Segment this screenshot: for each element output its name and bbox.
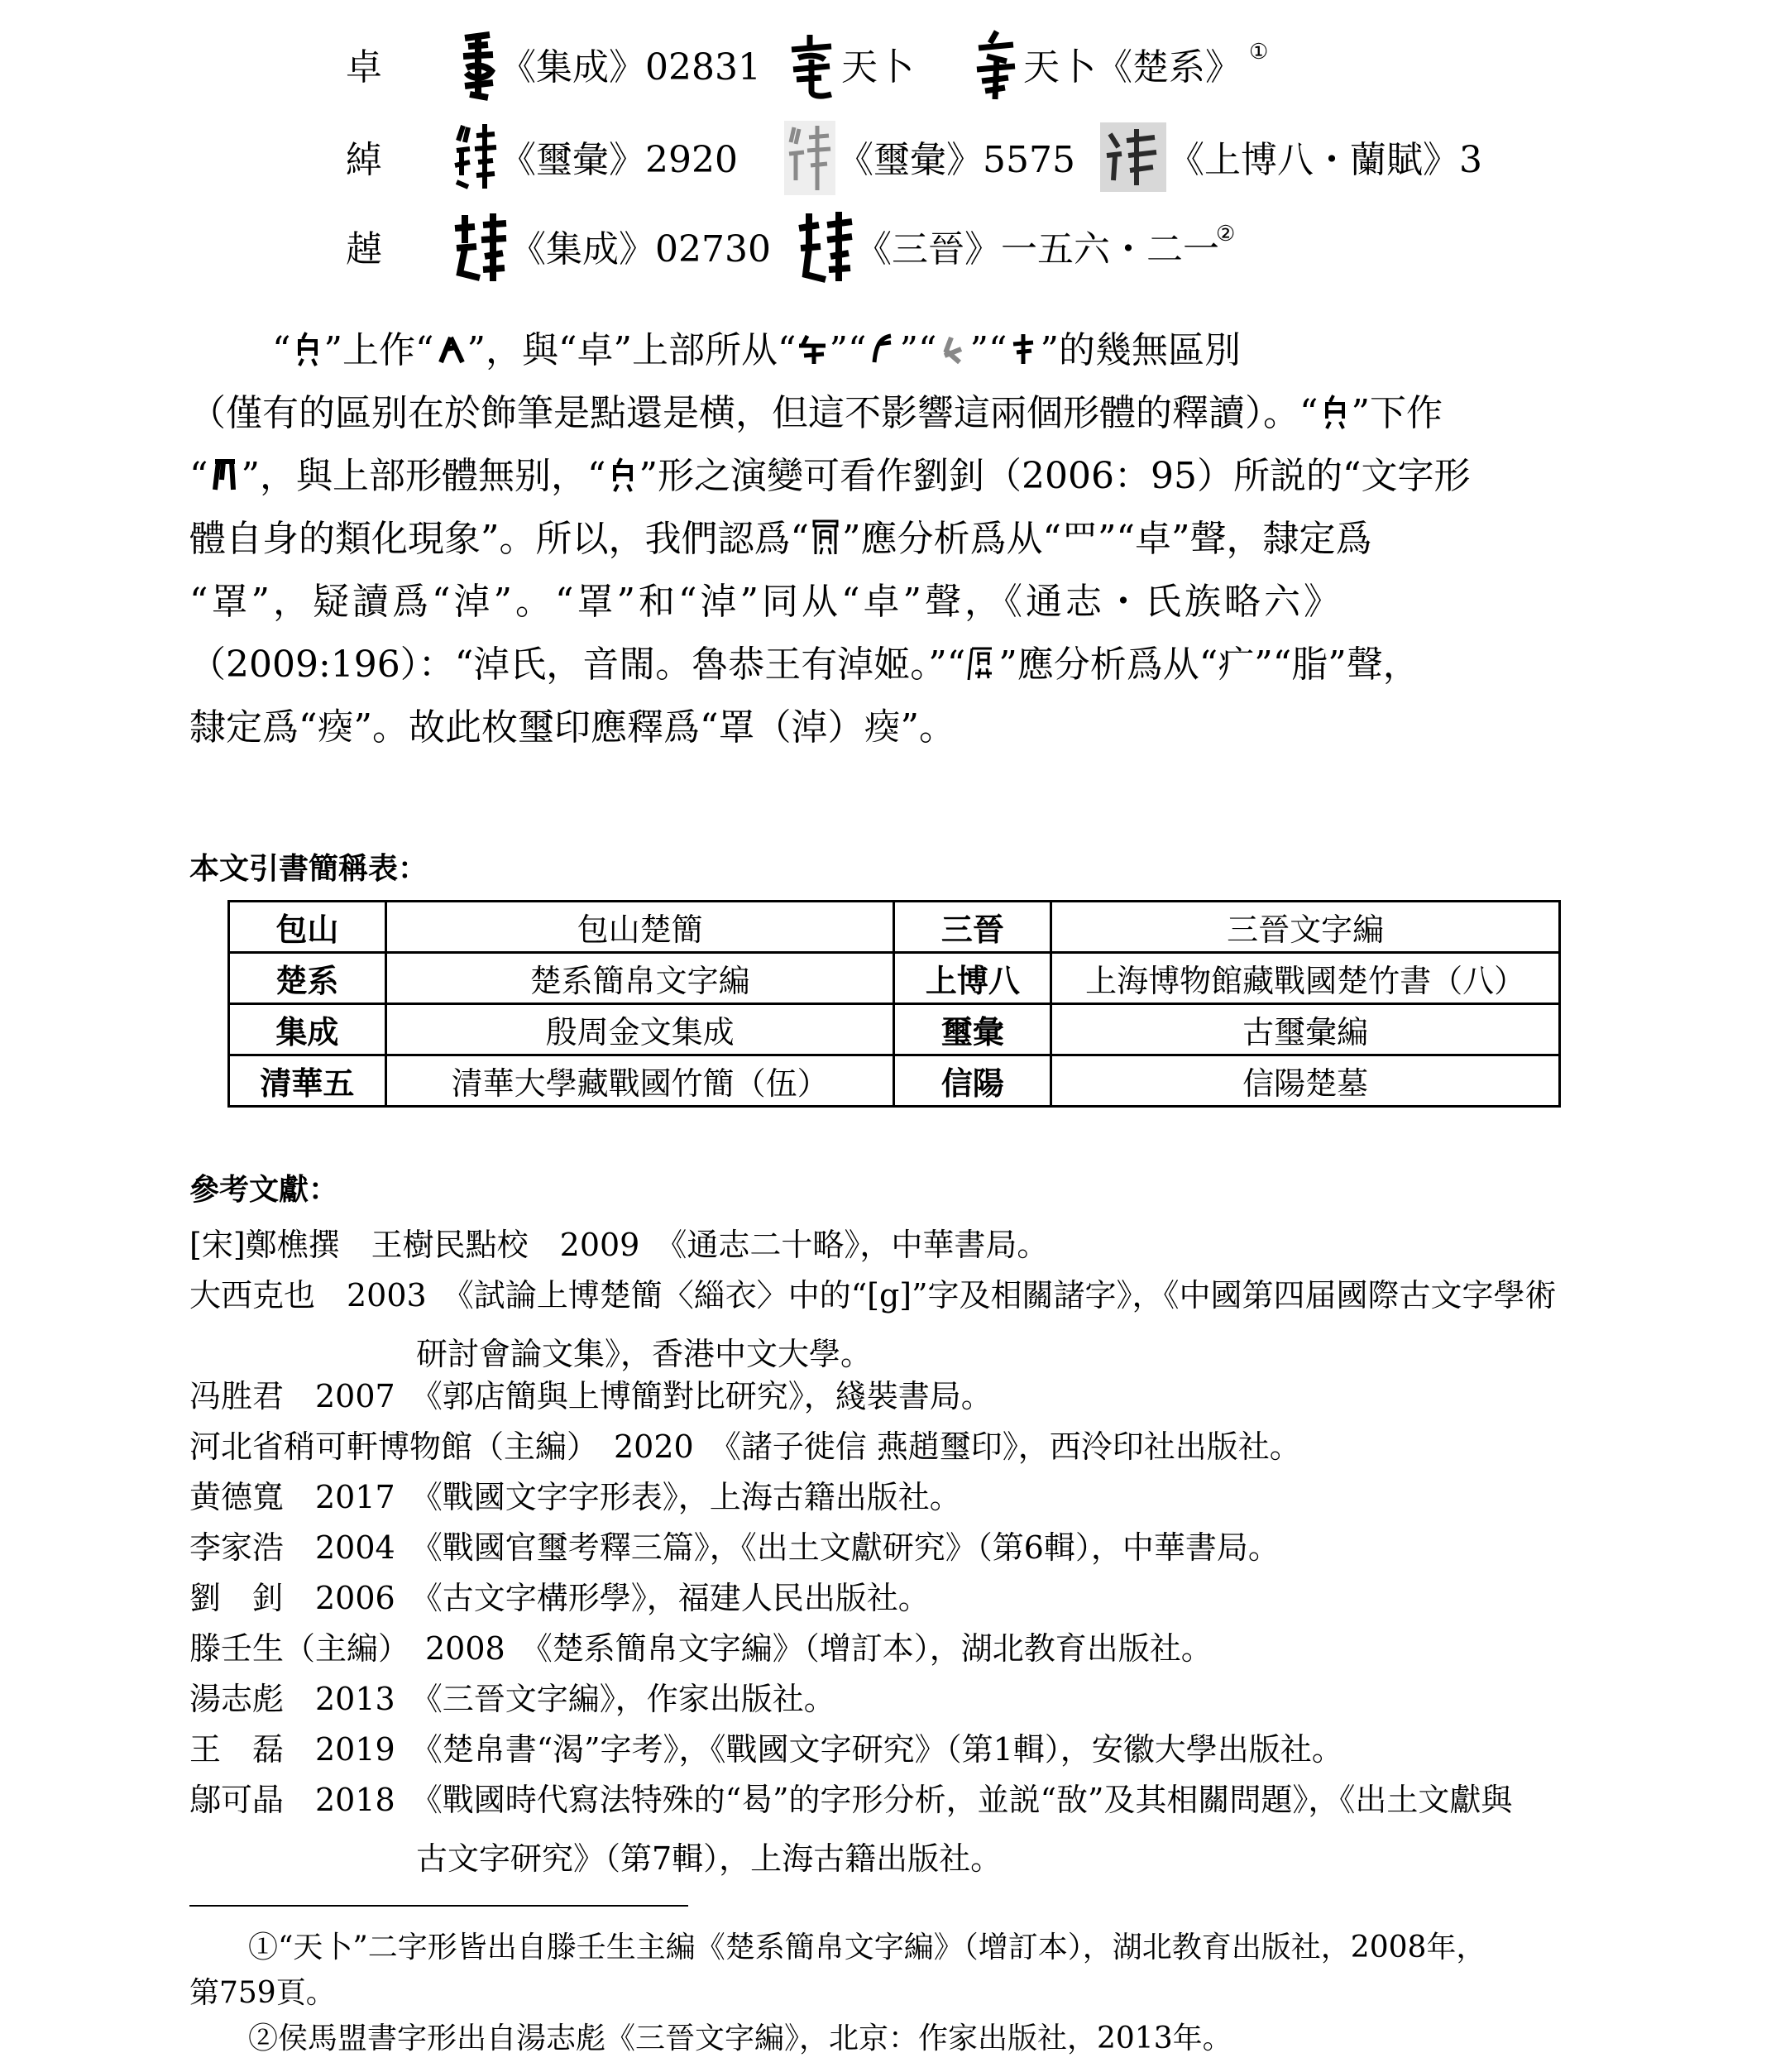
abbr-value: 三晉文字編 bbox=[1051, 902, 1560, 953]
footnote-marker: ② bbox=[1216, 222, 1236, 246]
seal-char-variant-icon bbox=[1007, 324, 1040, 361]
abbr-key: 楚系 bbox=[229, 953, 386, 1004]
footnote-1-continued: 第759頁。 bbox=[189, 1976, 336, 2010]
abbr-value: 信陽楚墓 bbox=[1051, 1055, 1560, 1107]
seal-char-variant-icon bbox=[796, 324, 829, 361]
reference-item: 冯胜君 2007 《郭店簡與上博簡對比研究》，綫裝書局。 bbox=[189, 1378, 993, 1414]
abbr-key: 清華五 bbox=[229, 1055, 386, 1107]
chu-script-glyph-icon bbox=[972, 28, 1023, 103]
abbr-table-title: 本文引書簡稱表： bbox=[189, 852, 428, 886]
bamboo-slip-glyph-icon bbox=[1100, 122, 1166, 192]
table-row bbox=[229, 953, 1560, 1004]
abbr-value: 古璽彙編 bbox=[1051, 1004, 1560, 1055]
glyph-source-label: 《璽彙》5575 bbox=[837, 139, 1075, 181]
abbr-key: 三晉 bbox=[894, 902, 1051, 953]
reference-item: 黄德寬 2017 《戰國文字字形表》，上海古籍出版社。 bbox=[189, 1479, 961, 1515]
seal-char-bottom-icon bbox=[208, 450, 242, 486]
seal-glyph-icon bbox=[452, 121, 500, 192]
seal-char-top-icon bbox=[434, 324, 467, 361]
chu-script-glyph-icon bbox=[782, 31, 841, 103]
seal-char-full-icon bbox=[965, 639, 998, 675]
footnote-1: ①“天卜”二字形皆出自滕壬生主編《楚系簡帛文字編》（增訂本），湖北教育出版社，2008年， bbox=[248, 1931, 1486, 1964]
jin-script-glyph-icon bbox=[796, 208, 855, 285]
glyph-source-label: 天卜《楚系》 bbox=[1023, 46, 1242, 89]
seal-glyph-icon bbox=[784, 121, 835, 195]
abbr-value: 清華大學藏戰國竹簡（伍） bbox=[385, 1055, 894, 1107]
glyph-source-label: 《集成》02831 bbox=[500, 46, 761, 89]
abbr-key: 包山 bbox=[229, 902, 386, 953]
reference-item: 鄔可晶 2018 《戰國時代寫法特殊的“曷”的字形分析，並説“敔”及其相關問題》，《出土文獻與 古文字研究》（第7輯），上海古籍出版社。 bbox=[189, 1782, 1513, 1877]
seal-char-variant-icon bbox=[866, 324, 899, 361]
abbr-value: 殷周金文集成 bbox=[385, 1004, 894, 1055]
reference-item: 王 磊 2019 《楚帛書“渴”字考》，《戰國文字研究》（第1輯），安徽大學出版社。 bbox=[189, 1731, 1343, 1768]
glyph-source-label: 《三晉》一五六・二一 bbox=[855, 228, 1219, 270]
seal-char-icon bbox=[606, 450, 639, 486]
table-row bbox=[229, 902, 1560, 953]
footnote-2: ②侯馬盟書字形出自湯志彪《三晉文字編》，北京：作家出版社，2013年。 bbox=[248, 2022, 1232, 2055]
glyph-source-label: 《上博八・蘭賦》3 bbox=[1168, 139, 1482, 181]
reference-item: 劉 釗 2006 《古文字構形學》，福建人民出版社。 bbox=[189, 1580, 930, 1616]
reference-item: 河北省稍可軒博物館（主編） 2020 《諸子徙信 燕趙璽印》，西泠印社出版社。 bbox=[189, 1428, 1301, 1465]
abbr-value: 包山楚簡 bbox=[385, 902, 894, 953]
abbr-value: 上海博物館藏戰國楚竹書（八） bbox=[1051, 953, 1560, 1004]
paragraph-line: “罩”，疑讀爲“淖”。“罩”和“淖”同从“卓”聲，《通志・氏族略六》 bbox=[189, 581, 1343, 623]
reference-item: [宋]鄭樵撰 王樹民點校 2009 《通志二十略》，中華書局。 bbox=[189, 1227, 1049, 1263]
abbr-key: 信陽 bbox=[894, 1055, 1051, 1107]
reference-item: 湯志彪 2013 《三晉文字編》，作家出版社。 bbox=[189, 1681, 835, 1717]
paragraph-line: （僅有的區别在於飾筆是點還是横，但這不影響這兩個形體的釋讀）。“ ”下作 bbox=[189, 382, 1443, 445]
seal-char-icon bbox=[291, 324, 324, 361]
abbr-value: 楚系簡帛文字編 bbox=[385, 953, 894, 1004]
table-row bbox=[229, 1004, 1560, 1055]
reference-item: 大西克也 2003 《試論上博楚簡〈緇衣〉中的“[g]”字及相關諸字》，《中國第四届國際古文字學術 研討會論文集》，香港中文大學。 bbox=[189, 1277, 1557, 1372]
glyph-source-label: 《璽彙》2920 bbox=[500, 139, 738, 181]
seal-char-full-icon bbox=[809, 513, 842, 549]
abbreviation-table bbox=[227, 900, 1561, 1108]
paragraph-line: “ ”上作“ ”，與“卓”上部所从“ ”“ ”“ ”“ ”的幾無區別 bbox=[272, 319, 1241, 382]
abbr-key: 上博八 bbox=[894, 953, 1051, 1004]
glyph-row-head: 趠 bbox=[346, 228, 382, 270]
glyph-row-head: 綽 bbox=[346, 139, 382, 181]
seal-char-variant-icon bbox=[936, 324, 969, 361]
table-row bbox=[229, 1055, 1560, 1107]
abbr-key: 璽彙 bbox=[894, 1004, 1051, 1055]
paragraph-line: 隸定爲“𤷿”。故此枚璽印應釋爲“罩（淖）𤷿”。 bbox=[189, 706, 955, 749]
references-title: 參考文獻： bbox=[189, 1173, 339, 1207]
seal-char-icon bbox=[1319, 387, 1352, 423]
glyph-source-label: 天卜 bbox=[841, 46, 914, 89]
paragraph-line: “ ”，與上部形體無别，“ ”形之演變可看作劉釗（2006：95）所説的“文字形 bbox=[189, 445, 1470, 508]
glyph-source-label: 《集成》02730 bbox=[510, 228, 771, 270]
footnote-divider bbox=[189, 1905, 688, 1907]
glyph-row-head: 卓 bbox=[346, 46, 382, 89]
abbr-key: 集成 bbox=[229, 1004, 386, 1055]
bronze-inscription-glyph-icon bbox=[452, 210, 510, 285]
reference-item: 李家浩 2004 《戰國官璽考釋三篇》，《出土文獻研究》（第6輯），中華書局。 bbox=[189, 1529, 1280, 1566]
paragraph-line: 體自身的類化現象”。所以，我們認爲“ ”應分析爲从“罒”“卓”聲，隸定爲 bbox=[189, 508, 1371, 571]
paragraph-line: （2009:196）：“淖氏，音閙。魯恭王有淖姬。”“ ”應分析爲从“疒”“脂”聲， bbox=[189, 634, 1419, 696]
reference-item: 滕壬生（主編） 2008 《楚系簡帛文字編》（增訂本），湖北教育出版社。 bbox=[189, 1630, 1213, 1667]
bronze-inscription-glyph-icon bbox=[457, 31, 500, 103]
footnote-marker: ① bbox=[1249, 40, 1269, 65]
